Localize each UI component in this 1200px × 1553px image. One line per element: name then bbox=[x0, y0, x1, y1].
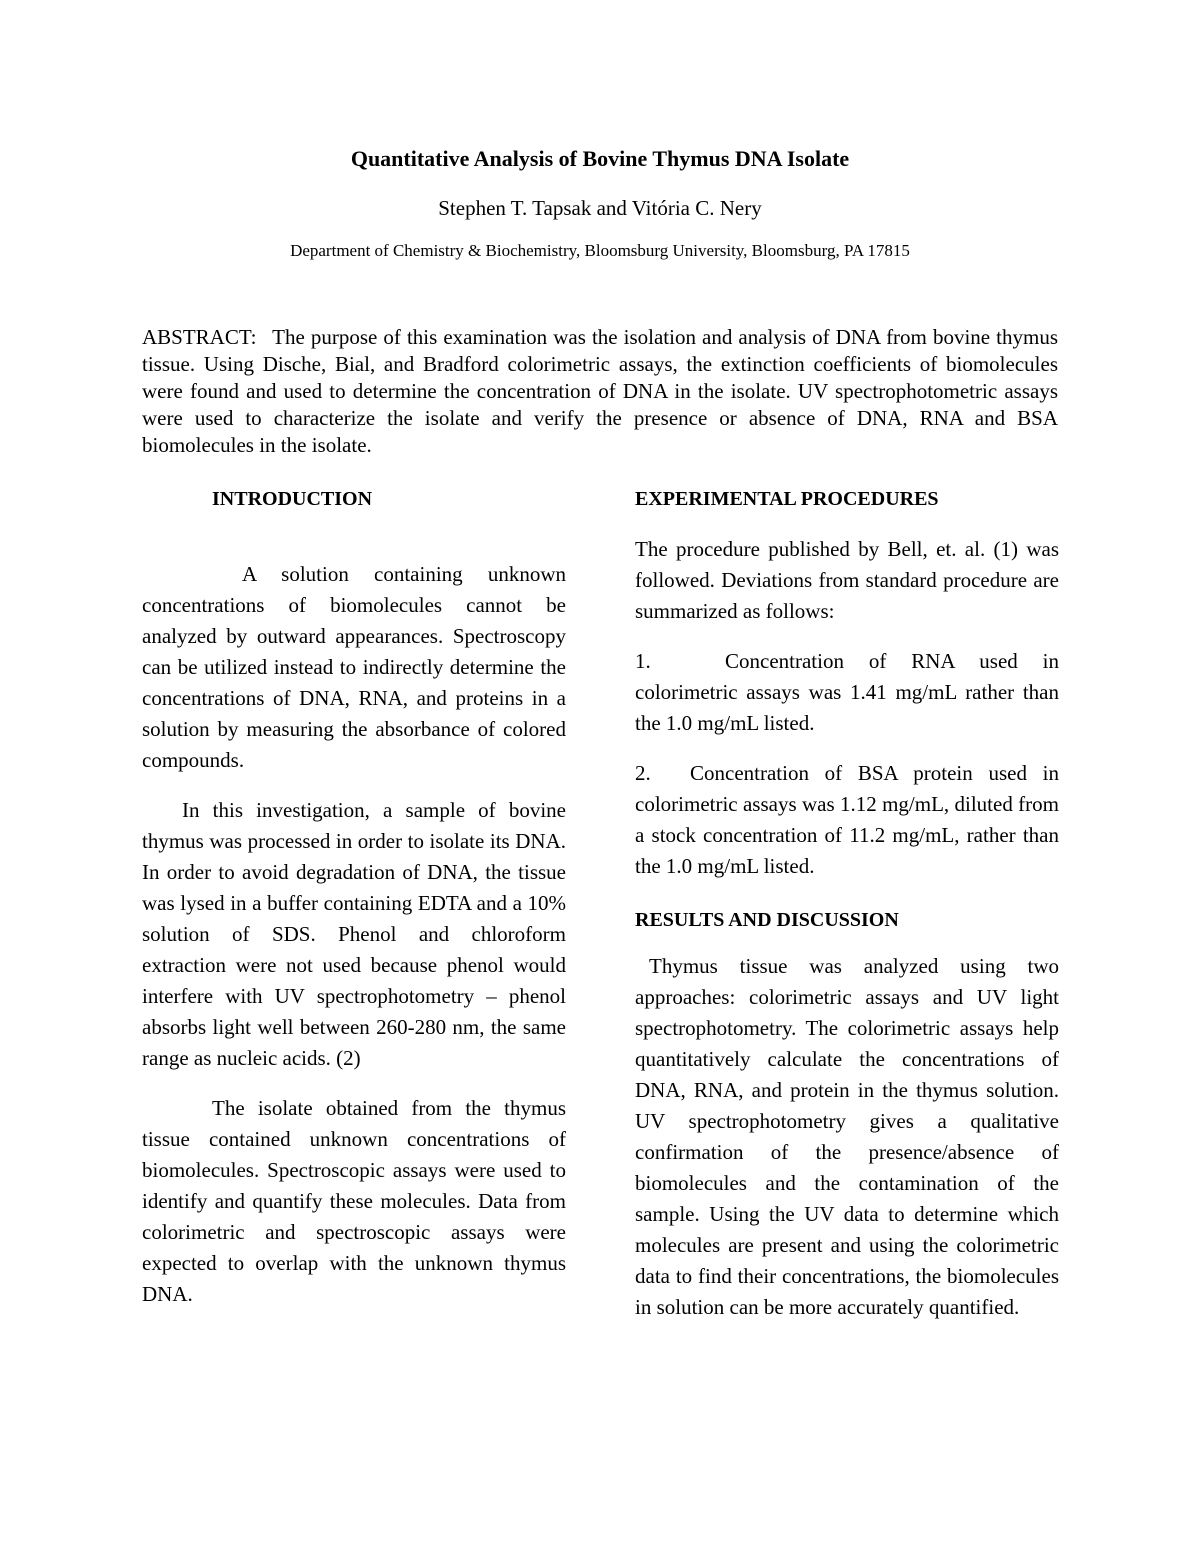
results-paragraph: Thymus tissue was analyzed using two approaches: colorimetric assays and UV light spectrophotometry. The colorimetric assays help quantitatively calculate the concentrations of DNA, RNA, and protein in the thymus solution. UV spectrophotometry gives a qualitative confirmation of the presence/absence of biomolecules and the contamination of the sample. Using the UV data to determine which molecules are present and using the colorimetric data to find their concentrations, the biomolecules in solution can be more accurately quantified. bbox=[635, 954, 1059, 1319]
procedure-deviation-item bbox=[635, 646, 1059, 739]
list-text: Concentration of RNA used in colorimetric assays was 1.41 mg/mL rather than the 1.0 mg/mL listed. bbox=[635, 649, 1059, 735]
left-column bbox=[142, 486, 566, 1310]
right-column bbox=[635, 486, 1059, 1323]
procedures-intro: The procedure published by Bell, et. al. (1) was followed. Deviations from standard procedure are summarized as follows: bbox=[635, 537, 1059, 623]
list-text: Concentration of BSA protein used in colorimetric assays was 1.12 mg/mL, diluted from a stock concentration of 11.2 mg/mL, rather than the 1.0 mg/mL listed. bbox=[635, 761, 1059, 878]
list-number: 1. bbox=[635, 649, 651, 673]
abstract bbox=[142, 324, 1058, 459]
list-number: 2. bbox=[635, 761, 651, 785]
introduction-paragraph: The isolate obtained from the thymus tissue contained unknown concentrations of biomolecules. Spectroscopic assays were used to identify and quantify these molecules. Data from colorimetric and spectroscopic assays were expected to overlap with the unknown thymus DNA. bbox=[142, 1096, 566, 1306]
procedure-deviation-item bbox=[635, 758, 1059, 882]
paper-affiliation: Department of Chemistry & Biochemistry, Bloomsburg University, Bloomsburg, PA 17815 bbox=[290, 241, 910, 260]
paper-title: Quantitative Analysis of Bovine Thymus DNA Isolate bbox=[350, 146, 850, 171]
introduction-paragraph: In this investigation, a sample of bovine thymus was processed in order to isolate its DNA. In order to avoid degradation of DNA, the tissue was lysed in a buffer containing EDTA and a 10% solution of SDS. Phenol and chloroform extraction were not used because phenol would interfere with UV spectrophotometry – phenol absorbs light well between 260-280 nm, the same range as nucleic acids. (2) bbox=[142, 798, 566, 1070]
introduction-paragraph: A solution containing unknown concentrations of biomolecules cannot be analyzed by outward appearances. Spectroscopy can be utilized instead to indirectly determine the concentrations of DNA, RNA, and proteins in a solution by measuring the absorbance of colored compounds. bbox=[142, 562, 566, 772]
results-heading: RESULTS AND DISCUSSION bbox=[635, 909, 899, 931]
paper-authors: Stephen T. Tapsak and Vitória C. Nery bbox=[438, 196, 762, 220]
abstract-label: ABSTRACT: bbox=[142, 325, 257, 349]
procedures-heading: EXPERIMENTAL PROCEDURES bbox=[635, 488, 939, 510]
introduction-heading: INTRODUCTION bbox=[212, 488, 373, 510]
abstract-text: The purpose of this examination was the isolation and analysis of DNA from bovine thymus tissue. Using Dische, Bial, and Bradford colorimetric assays, the extinction coefficients of biomolecules were found and used to determine the concentration of DNA in the isolate. UV spectrophotometric assays were used to characterize the isolate and verify the presence or absence of DNA, RNA and BSA biomolecules in the isolate. bbox=[142, 325, 1058, 457]
